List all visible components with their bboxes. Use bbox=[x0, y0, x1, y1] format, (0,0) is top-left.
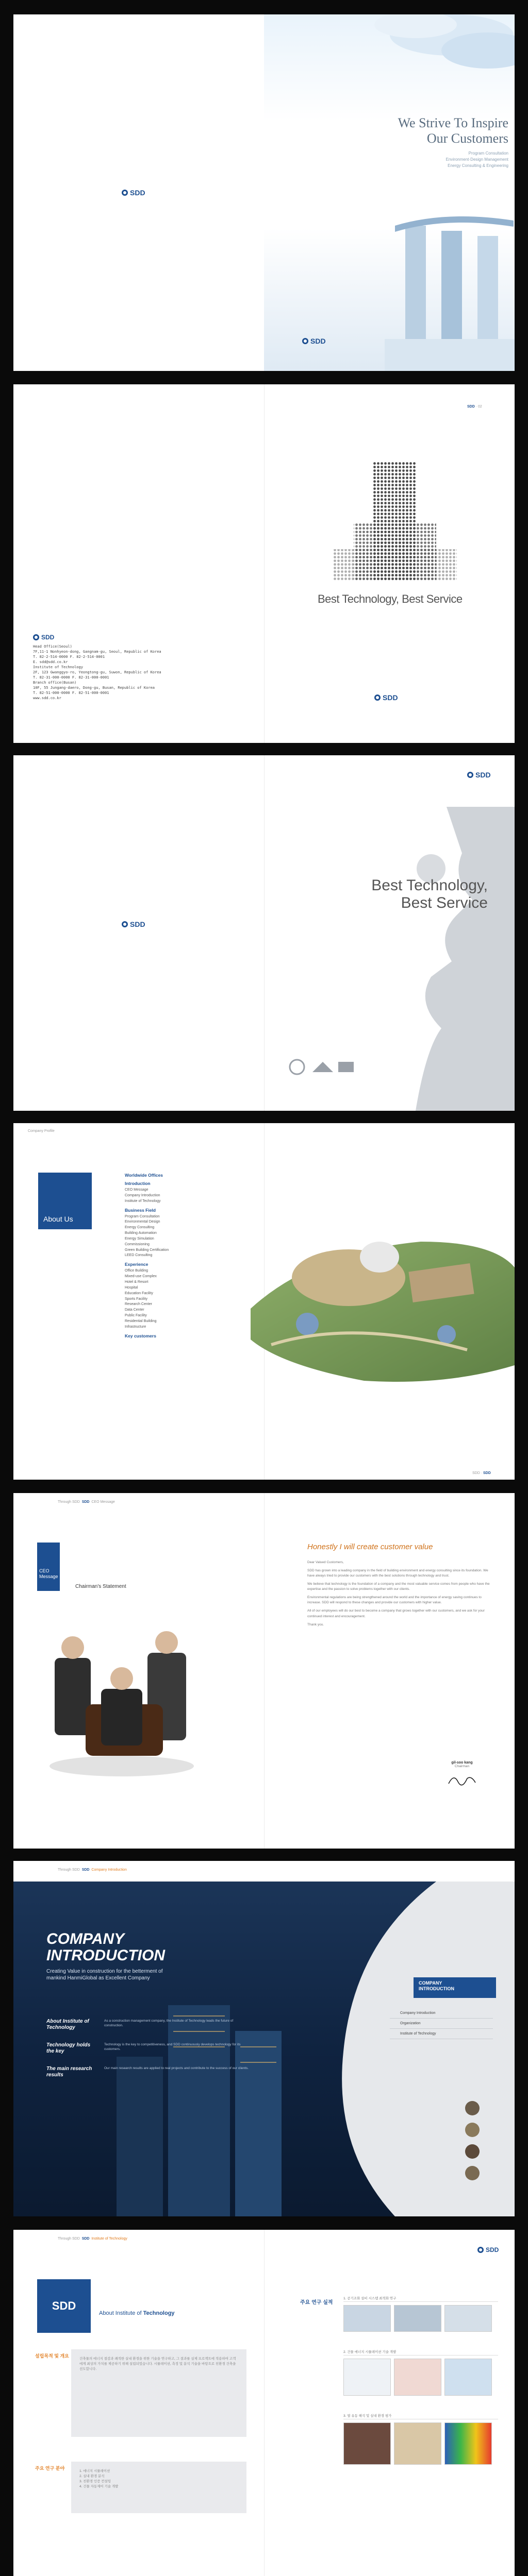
page-folio-right: SDD · SDD bbox=[472, 1471, 491, 1475]
spread3-title bbox=[302, 877, 488, 912]
spread3-logo-top bbox=[467, 771, 491, 779]
page-folio-left bbox=[28, 1129, 55, 1133]
research-thumb bbox=[343, 2305, 391, 2332]
toc-section-title[interactable]: Introduction bbox=[125, 1181, 151, 1186]
toc-section-title[interactable]: Business Field bbox=[125, 1207, 156, 1213]
intro-row-label: About Institute of Technology bbox=[46, 2019, 89, 2030]
toc-item[interactable]: Research Center bbox=[125, 1302, 152, 1307]
research-item-3-caption: 3. 열 유동 해석 및 실내 환경 평가 bbox=[343, 2413, 498, 2419]
spread7-logo-text: SDD bbox=[486, 2246, 499, 2253]
intro-row-text: As a construction management company, the Institute of Technology leads the future of construction. bbox=[104, 2019, 234, 2027]
research-item-3 bbox=[343, 2413, 498, 2465]
address-block bbox=[33, 644, 250, 701]
executives-photo bbox=[44, 1601, 199, 1776]
cover-subline-2: Environment·Design Management bbox=[446, 157, 508, 162]
spread3-logo-text-top: SDD bbox=[475, 771, 491, 779]
address-line: 7F,11-1 Nonhyeon-dong, Gangnam-gu, Seoul, Republic of Korea bbox=[33, 650, 161, 654]
cover-headline-line-2: Our Customers bbox=[426, 131, 508, 146]
intro-row-label: The main research results bbox=[46, 2066, 92, 2078]
folio-left-2: CEO Message bbox=[91, 1500, 115, 1504]
institute-title-2: Technology bbox=[143, 2310, 175, 2316]
ceo-letter bbox=[307, 1560, 493, 1628]
toc-item[interactable]: Public Facility bbox=[125, 1314, 147, 1318]
toc-item[interactable]: Data Center bbox=[125, 1308, 144, 1312]
address-line: T. 82-2-514-0000 F. 82-2-514-0001 bbox=[33, 655, 105, 659]
address-logo bbox=[33, 634, 54, 641]
toc-item[interactable]: Building Automation bbox=[125, 1231, 157, 1235]
ceo-closing: Thank you. bbox=[307, 1622, 324, 1626]
institute-box-1-title: 설립목적 및 개요 bbox=[35, 2353, 69, 2359]
institute-box-2-item-4: 4. 건물 자동제어 기술 개발 bbox=[79, 2485, 119, 2489]
folio-left-text: Company Profile bbox=[28, 1129, 55, 1133]
research-item-1 bbox=[343, 2296, 498, 2332]
cover-headline-line-1: We Strive To Inspire bbox=[398, 115, 508, 130]
ceo-headline: Honestly I will create customer value bbox=[307, 1543, 433, 1551]
equipment-icons bbox=[287, 1054, 359, 1080]
institute-title-1: About Institute of bbox=[99, 2310, 142, 2316]
ceo-paragraph-4: All of our employees will do our best to become a company that grows together with our customers, and we ask for your continued interest and encouragement. bbox=[307, 1609, 485, 1618]
valve-icon bbox=[338, 1062, 354, 1072]
ceo-paragraph-3: Environmental regulations are being strengthened around the world and the importance of energy saving continues to increase. SDD will respond to these changes and provide our customers with higher value. bbox=[307, 1596, 482, 1605]
address-logo-text: SDD bbox=[41, 634, 55, 641]
sdd-logo-icon bbox=[122, 190, 128, 196]
ceo-greeting: Dear Valued Customers, bbox=[307, 1561, 344, 1564]
intro-menu bbox=[390, 2008, 493, 2039]
intro-badge bbox=[414, 1977, 496, 1998]
toc-item[interactable]: Green Building Certification bbox=[125, 1248, 169, 1252]
intro-row bbox=[46, 2019, 253, 2031]
intro-round-thumbnails bbox=[457, 2098, 488, 2191]
pump-icon bbox=[312, 1062, 333, 1072]
intro-badge-2: INTRODUCTION bbox=[419, 1986, 454, 1991]
intro-title bbox=[46, 1931, 165, 1964]
research-list bbox=[343, 2296, 498, 2465]
fold-line bbox=[264, 2230, 265, 2576]
research-item-1-caption: 1. 공기조화 설비 시스템 최적화 연구 bbox=[343, 2296, 498, 2302]
spread3-logo-text-left: SDD bbox=[130, 920, 145, 928]
intro-row-text: Technology is the key to competitiveness, and SDD continuously develops technology for its customers. bbox=[104, 2043, 241, 2051]
cover-headline bbox=[302, 115, 508, 146]
sdd-logo-icon bbox=[477, 2247, 484, 2253]
research-thumb bbox=[343, 2359, 391, 2396]
institute-box-2-item-3: 3. 친환경 인증 컨설팅 bbox=[79, 2480, 111, 2484]
intro-row-label: Technology holds the key bbox=[46, 2042, 91, 2054]
intro-menu-item[interactable]: Company Introduction bbox=[390, 2008, 493, 2019]
institute-box-1 bbox=[35, 2349, 246, 2437]
fold-line bbox=[264, 755, 265, 1111]
folio-left-1: Through SDD bbox=[58, 1500, 80, 1504]
research-thumb bbox=[394, 2305, 441, 2332]
folio-left-1: Through SDD bbox=[58, 2237, 80, 2241]
address-line: 2F, 123 Gwanggyo-ro, Yeongtong-gu, Suwon, Republic of Korea bbox=[33, 670, 161, 674]
toc-item[interactable]: Institute of Technology bbox=[125, 1199, 161, 1203]
folio-left-2: Company Introduction bbox=[91, 1868, 127, 1872]
institute-box-2 bbox=[35, 2462, 246, 2513]
institute-tab-label: SDD bbox=[52, 2299, 76, 2312]
intro-row bbox=[46, 2066, 253, 2078]
research-item-2-caption: 2. 건물 에너지 시뮬레이션 기술 개발 bbox=[343, 2349, 498, 2355]
address-line: Institute of Technology bbox=[33, 665, 83, 669]
toc-section-title[interactable]: Experience bbox=[125, 1262, 148, 1267]
intro-subtitle-1: Creating Value in construction for the betterment of bbox=[46, 1969, 163, 1974]
best-technology-label: Best Technology, Best Service bbox=[318, 592, 463, 605]
ceo-tab-1: CEO bbox=[39, 1568, 50, 1573]
research-thumb bbox=[444, 2305, 492, 2332]
research-thumb bbox=[444, 2359, 492, 2396]
spread-cover bbox=[13, 14, 515, 371]
spread3-title-2: Best Service bbox=[401, 894, 488, 911]
intro-subtitle-2: mankind HanmiGlobal as Excellent Company bbox=[46, 1975, 150, 1981]
page-folio-left: Through SDD SDD Institute of Technology bbox=[58, 2237, 127, 2241]
about-us-tab bbox=[38, 1173, 92, 1229]
address-line: www.sdd.co.kr bbox=[33, 696, 61, 700]
folio-right-text: SDD bbox=[483, 1471, 491, 1475]
address-line: E. sdd@sdd.co.kr bbox=[33, 660, 68, 664]
toc-section-title[interactable]: Worldwide Offices bbox=[125, 1173, 163, 1178]
address-line: T. 82-31-000-0000 F. 82-31-000-0001 bbox=[33, 675, 109, 680]
ceo-paragraph-1: SDD has grown into a leading company in the field of building environment and energy consulting since its foundation. We have always tried to provide our customers with the best solutions through technology and trust. bbox=[307, 1569, 488, 1578]
sdd-logo-icon bbox=[374, 694, 381, 701]
handwritten-signature-icon bbox=[447, 1772, 477, 1788]
sdd-logo-icon bbox=[122, 921, 128, 927]
address-line: Head Office(Seoul) bbox=[33, 645, 72, 649]
institute-box-1-text: 건축물의 에너지 절감과 쾌적한 실내 환경을 위한 기술을 연구하고, 그 결과를 실제 프로젝트에 적용하여 고객에게 최상의 가치를 제공하기 위해 설립되었습니다. 시뮬레이션, 측정 및 분석 기술을 바탕으로 친환경 건축을 선도합니다. bbox=[79, 2357, 236, 2371]
ceo-signature-block bbox=[447, 1761, 477, 1790]
institute-tab bbox=[37, 2279, 91, 2333]
toc-item[interactable]: Residential Building bbox=[125, 1319, 157, 1323]
research-thumb bbox=[343, 2422, 391, 2465]
toc-item[interactable]: Hospital bbox=[125, 1285, 138, 1290]
halftone-dots bbox=[333, 462, 457, 583]
spread2-logo-text: SDD bbox=[383, 693, 398, 702]
signature-title: Chairman bbox=[454, 1765, 470, 1768]
spread7-logo bbox=[477, 2246, 499, 2253]
cover-logo-text-left: SDD bbox=[130, 189, 145, 197]
sdd-logo-icon bbox=[467, 772, 473, 778]
ceo-paragraph-2: We believe that technology is the foundation of a company and the most valuable service comes from people who have the expertise and the passion to solve problems together with our clients. bbox=[307, 1582, 490, 1591]
toc-item[interactable]: LEED Consulting bbox=[125, 1253, 153, 1258]
page-folio-left: Through SDD SDD Company Introduction bbox=[58, 1868, 127, 1872]
cover-subline-1: Program Consultation bbox=[468, 151, 508, 156]
research-thumb bbox=[394, 2359, 441, 2396]
research-thumb bbox=[394, 2422, 441, 2465]
cover-logo-left bbox=[122, 189, 145, 197]
spread2-logo bbox=[374, 693, 398, 702]
intro-menu-item[interactable]: Institute of Technology bbox=[390, 2029, 493, 2039]
intro-row bbox=[46, 2042, 253, 2055]
halftone-building-icon bbox=[333, 462, 457, 580]
spread3-title-1: Best Technology, bbox=[371, 877, 488, 894]
toc-item[interactable]: Company Introduction bbox=[125, 1193, 160, 1197]
sdd-logo-icon bbox=[33, 634, 39, 640]
institute-title bbox=[99, 2310, 175, 2316]
spread-company-introduction bbox=[13, 1861, 515, 2216]
tower-illustration bbox=[385, 169, 515, 371]
intro-rows bbox=[46, 2019, 253, 2090]
sdd-logo-icon bbox=[302, 338, 308, 344]
signature-name: gil-soo kang bbox=[451, 1761, 473, 1765]
toc-item[interactable]: Commissioning bbox=[125, 1242, 150, 1246]
fold-line bbox=[264, 1493, 265, 1849]
toc-item[interactable]: Program Consultation bbox=[125, 1214, 160, 1218]
toc-item[interactable]: Office Building bbox=[125, 1269, 148, 1273]
ceo-tab-2: Message bbox=[39, 1574, 58, 1579]
about-toc bbox=[125, 1170, 259, 1340]
toc-item[interactable]: Hotel & Resort bbox=[125, 1280, 148, 1284]
fold-line bbox=[264, 384, 265, 743]
spread3-logo-left bbox=[122, 920, 145, 928]
toc-item[interactable]: CEO Message bbox=[125, 1188, 148, 1192]
intro-title-2: INTRODUCTION bbox=[46, 1947, 165, 1964]
folio-left-1: Through SDD bbox=[58, 1868, 80, 1872]
cover-logo-text-right: SDD bbox=[310, 337, 326, 345]
toc-section-title[interactable]: Key customers bbox=[125, 1333, 156, 1338]
spread-best-technology-back bbox=[13, 384, 515, 743]
toc-item[interactable]: Infrastructure bbox=[125, 1325, 146, 1329]
address-line: Branch office(Busan) bbox=[33, 681, 77, 685]
toc-item[interactable]: Sports Facility bbox=[125, 1297, 147, 1301]
intro-badge-1: COMPANY bbox=[419, 1980, 442, 1986]
campus-aerial-illustration bbox=[251, 1211, 515, 1396]
toc-item[interactable]: Energy Consulting bbox=[125, 1226, 155, 1230]
cover-subline bbox=[323, 150, 508, 169]
cover-logo-right bbox=[302, 337, 326, 345]
fan-icon bbox=[290, 1060, 304, 1074]
page-folio-top: SDD · 02 bbox=[467, 405, 482, 409]
address-line: T. 82-51-000-0000 F. 82-51-000-0001 bbox=[33, 691, 109, 695]
page-folio-left: Through SDD SDD CEO Message bbox=[58, 1500, 115, 1504]
institute-box-2-item-2: 2. 실내 환경 분석 bbox=[79, 2475, 105, 2479]
research-item-2 bbox=[343, 2349, 498, 2396]
toc-item[interactable]: Mixed-use Complex bbox=[125, 1275, 157, 1279]
research-thumb bbox=[444, 2422, 492, 2465]
intro-title-1: COMPANY bbox=[46, 1930, 125, 1947]
spread-about-us bbox=[13, 1123, 515, 1480]
intro-menu-item[interactable]: Organization bbox=[390, 2019, 493, 2029]
spread-ceo-message bbox=[13, 1493, 515, 1849]
spread-institute-1 bbox=[13, 2230, 515, 2576]
toc-item[interactable]: Environmental Design bbox=[125, 1220, 160, 1224]
cloud-illustration bbox=[333, 14, 515, 76]
intro-subtitle bbox=[46, 1968, 163, 1981]
toc-item[interactable]: Energy Simulation bbox=[125, 1236, 154, 1241]
intro-row-text: Our main research results are applied to real projects and contribute to the success of our clients. bbox=[104, 2066, 249, 2070]
folio-left-2: Institute of Technology bbox=[91, 2237, 127, 2241]
spread-best-technology bbox=[13, 755, 515, 1111]
address-line: 10F, 55 Jungang-daero, Dong-gu, Busan, Republic of Korea bbox=[33, 686, 155, 690]
cover-subline-3: Energy Consulting & Engineering bbox=[448, 163, 508, 168]
about-us-tab-label: About Us bbox=[43, 1215, 73, 1223]
valve-silhouette bbox=[395, 807, 515, 1111]
chairman-statement-title: Chairman's Statement bbox=[75, 1584, 126, 1589]
ceo-tab bbox=[37, 1543, 60, 1591]
toc-item[interactable]: Education Facility bbox=[125, 1291, 153, 1295]
research-header: 주요 연구 실적 bbox=[300, 2300, 333, 2306]
institute-box-2-item-1: 1. 에너지 시뮬레이션 bbox=[79, 2469, 110, 2473]
institute-box-2-title: 주요 연구 분야 bbox=[35, 2466, 65, 2471]
